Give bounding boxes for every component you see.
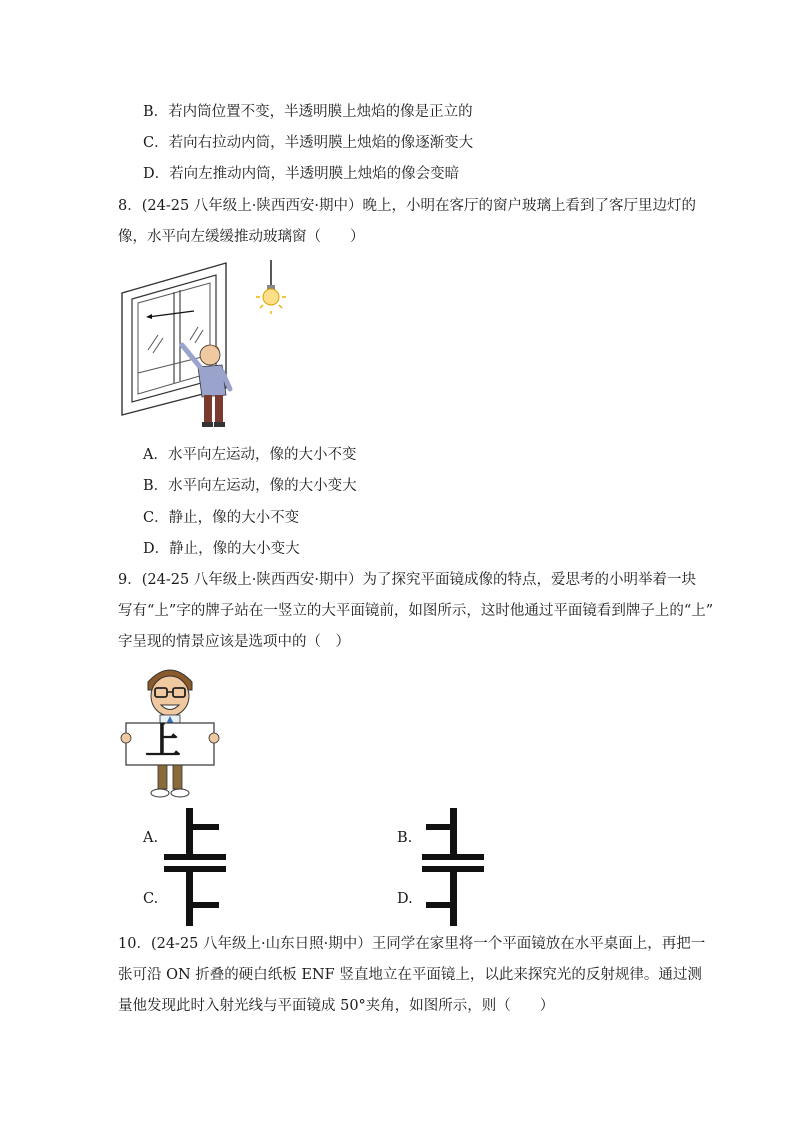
q8-option-d: D．静止，像的大小变大: [143, 541, 300, 557]
q9-option-b-label: B.: [397, 830, 413, 846]
q8-stem-line1: 8．(24-25 八年级上·陕西西安·期中）晚上，小明在客厅的窗户玻璃上看到了客厅里边灯的: [118, 198, 697, 214]
q9-stem-line1: 9．(24-25 八年级上·陕西西安·期中）为了探究平面镜成像的特点，爱思考的小明举着一块: [118, 572, 697, 588]
option-c-figure: [160, 866, 230, 926]
q8-option-c: C．静止，像的大小不变: [143, 510, 300, 526]
q9-option-c-label: C.: [143, 891, 159, 907]
q8-option-a: A．水平向左运动，像的大小不变: [143, 447, 357, 463]
q9-stem-line2: 写有“上”字的牌子站在一竖立的大平面镜前，如图所示，这时他通过平面镜看到牌子上的“上”: [118, 603, 714, 619]
q10-stem-line1: 10．(24-25 八年级上·山东日照·期中）王同学在家里将一个平面镜放在水平桌面上，再把一: [118, 936, 706, 952]
option-a-figure: [160, 808, 230, 860]
q8-stem-line2: 像，水平向左缓缓推动玻璃窗（ ）: [118, 229, 365, 245]
option-d-figure: [420, 866, 490, 926]
sign-character: 上: [144, 721, 181, 762]
q7-option-b: B．若内筒位置不变，半透明膜上烛焰的像是正立的: [143, 104, 473, 120]
q10-stem-line2: 张可沿 ON 折叠的硬白纸板 ENF 竖直地立在平面镜上，以此来探究光的反射规律。通过测: [118, 967, 702, 983]
q9-option-a-label: A.: [143, 830, 159, 846]
q9-stem-line3: 字呈现的情景应该是选项中的（ ）: [118, 634, 350, 650]
window-lamp-figure: [118, 255, 298, 435]
q9-option-d-label: D.: [397, 891, 413, 907]
q8-option-b: B．水平向左运动，像的大小变大: [143, 478, 357, 494]
q7-option-c: C．若向右拉动内筒，半透明膜上烛焰的像逐渐变大: [143, 135, 474, 151]
q10-stem-line3: 量他发现此时入射光线与平面镜成 50°夹角，如图所示，则（ ）: [118, 998, 555, 1014]
q7-option-d: D．若向左推动内筒，半透明膜上烛焰的像会变暗: [143, 166, 460, 182]
option-b-figure: [420, 808, 490, 860]
